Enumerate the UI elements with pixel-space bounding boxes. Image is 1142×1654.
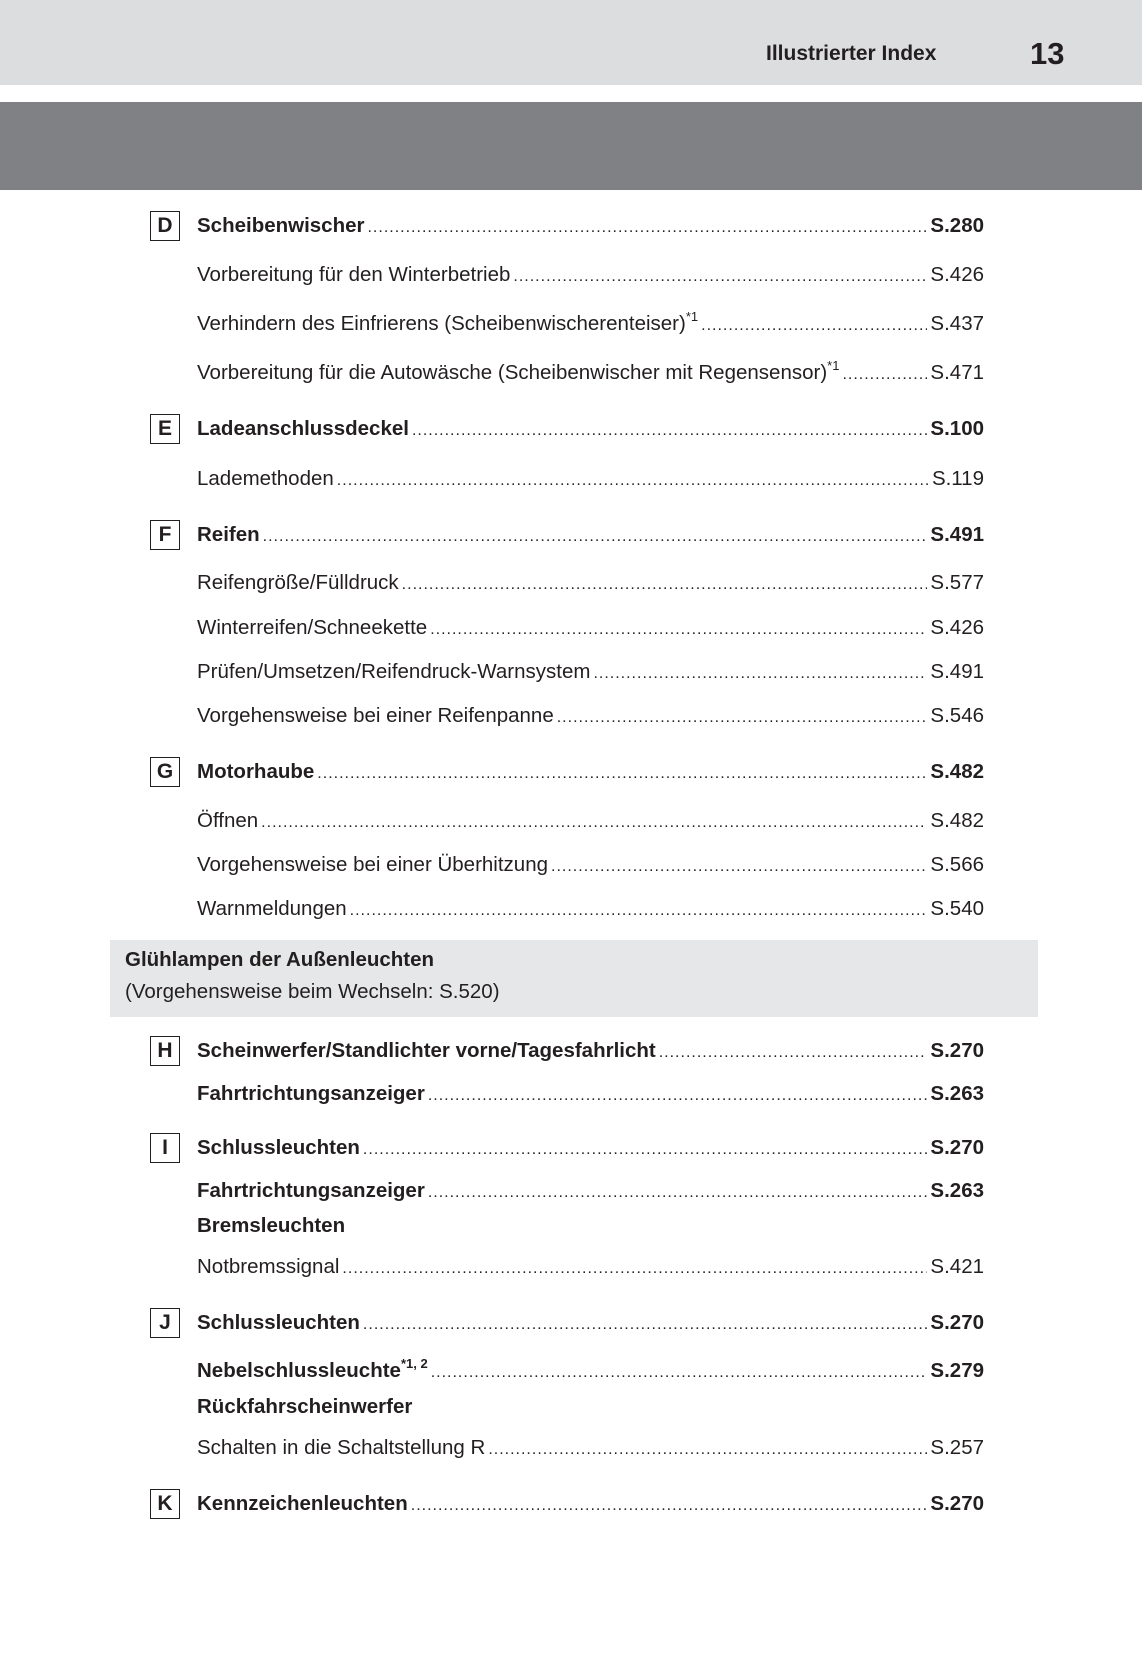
dot-leader: [430, 616, 927, 644]
entry-label: [197, 851, 548, 879]
page-reference[interactable]: S.426: [930, 616, 984, 639]
index-letter-f: F: [150, 520, 180, 550]
page-reference[interactable]: S.270: [930, 1136, 984, 1159]
entry-label: [197, 1393, 412, 1421]
entry-label: [197, 1037, 656, 1065]
dot-leader: [342, 1255, 927, 1283]
dot-leader: [367, 214, 927, 242]
entry-text: Kennzeichenleuchten: [197, 1492, 408, 1515]
entry-label: [197, 415, 409, 443]
page-reference[interactable]: S.270: [930, 1039, 984, 1062]
page-reference[interactable]: S.482: [930, 760, 984, 783]
entry-label: [197, 465, 334, 493]
index-entry[interactable]: [197, 702, 984, 730]
page-reference[interactable]: S.540: [930, 897, 984, 920]
header-band: [0, 102, 1142, 190]
dot-leader: [513, 263, 927, 291]
entry-label: [197, 702, 554, 730]
entry-text: Reifengröße/Fülldruck: [197, 571, 399, 594]
dot-leader: [428, 1082, 928, 1110]
entry-text: Fahrtrichtungsanzeiger: [197, 1082, 425, 1105]
page-reference[interactable]: S.491: [930, 660, 984, 683]
index-letter-g: G: [150, 757, 180, 787]
entry-text: Verhindern des Einfrierens (Scheibenwischerenteiser): [197, 312, 686, 335]
index-entry[interactable]: [197, 310, 984, 338]
dot-leader: [363, 1136, 928, 1164]
entry-label: [197, 614, 427, 642]
entry-text: Schlussleuchten: [197, 1311, 360, 1334]
entry-text: Öffnen: [197, 809, 259, 832]
dot-leader: [557, 704, 928, 732]
index-entry[interactable]: [197, 521, 984, 549]
entry-text: Notbremssignal: [197, 1255, 340, 1278]
section-box: [110, 940, 1038, 1017]
entry-label: [197, 807, 258, 835]
entry-text: Vorbereitung für die Autowäsche (Scheibenwischer mit Regensensor): [197, 361, 828, 384]
page-reference[interactable]: S.437: [930, 312, 984, 335]
page-reference[interactable]: S.482: [930, 809, 984, 832]
dot-leader: [551, 853, 927, 881]
entry-text: Nebelschlussleuchte: [197, 1359, 401, 1382]
header-title: Illustrierter Index: [766, 42, 937, 65]
index-entry[interactable]: [197, 1309, 984, 1337]
footnote-marker: *1: [827, 358, 840, 373]
entry-text: Vorgehensweise bei einer Überhitzung: [197, 853, 549, 876]
index-entry[interactable]: [197, 1253, 984, 1281]
section-title: Glühlampen der Außenleuchten: [125, 948, 435, 971]
index-entry[interactable]: [197, 1212, 984, 1240]
dot-leader: [431, 1359, 928, 1387]
entry-text: Bremsleuchten: [197, 1214, 346, 1237]
page-reference[interactable]: S.270: [930, 1492, 984, 1515]
page-header: [0, 0, 1142, 85]
index-entry[interactable]: [197, 851, 984, 879]
footnote-marker: *1: [685, 309, 699, 324]
dot-leader: [263, 523, 928, 551]
index-entry[interactable]: [197, 658, 984, 686]
entry-text: Warnmeldungen: [197, 897, 347, 920]
entry-text: Ladeanschlussdeckel: [197, 417, 409, 440]
index-entry[interactable]: [197, 1357, 984, 1385]
entry-label: [197, 1490, 408, 1518]
entry-text: Fahrtrichtungsanzeiger: [197, 1179, 425, 1202]
entry-text: Rückfahrscheinwerfer: [197, 1395, 413, 1418]
entry-label: [197, 1177, 425, 1205]
page-number: 13: [1030, 36, 1065, 71]
page-reference[interactable]: S.263: [930, 1082, 984, 1105]
index-entry[interactable]: [197, 758, 984, 786]
entry-label: [197, 1212, 345, 1240]
index-entry[interactable]: [197, 1490, 984, 1518]
page-reference[interactable]: S.263: [930, 1179, 984, 1202]
index-letter-j: J: [150, 1308, 180, 1338]
index-entry[interactable]: [197, 1177, 984, 1205]
dot-leader: [659, 1039, 928, 1067]
section-subtitle: (Vorgehensweise beim Wechseln: S.520): [125, 980, 500, 1003]
entry-text: Vorbereitung für den Winterbetrieb: [197, 263, 511, 286]
entry-text: Reifen: [197, 523, 260, 546]
entry-label: [197, 310, 698, 338]
entry-label: [197, 1134, 360, 1162]
index-letter-e: E: [150, 414, 180, 444]
entry-text: Scheibenwischer: [197, 214, 365, 237]
entry-text: Motorhaube: [197, 760, 315, 783]
index-entry[interactable]: [197, 1434, 984, 1462]
page-reference[interactable]: S.119: [931, 467, 984, 490]
index-letter-k: K: [150, 1489, 180, 1519]
page-reference[interactable]: S.279: [930, 1359, 984, 1382]
index-entry[interactable]: [197, 614, 984, 642]
page-reference[interactable]: S.491: [930, 523, 984, 546]
index-letter-i: I: [150, 1133, 180, 1163]
index-entry[interactable]: [197, 212, 984, 240]
dot-leader: [842, 361, 927, 389]
entry-text: Schalten in die Schaltstellung R: [197, 1436, 486, 1459]
page-reference[interactable]: S.426: [930, 263, 984, 286]
dot-leader: [363, 1311, 928, 1339]
entry-text: Schlussleuchten: [197, 1136, 360, 1159]
page-reference[interactable]: S.257: [930, 1436, 984, 1459]
page-reference[interactable]: S.280: [930, 214, 984, 237]
entry-text: Scheinwerfer/Standlichter vorne/Tagesfahrlicht: [197, 1039, 656, 1062]
entry-text: Lademethoden: [197, 467, 334, 490]
dot-leader: [411, 1492, 928, 1520]
index-entry[interactable]: [197, 1080, 984, 1108]
entry-text: Prüfen/Umsetzen/Reifendruck-Warnsystem: [197, 660, 591, 683]
entry-label: [197, 1357, 428, 1385]
index-letter-d: D: [150, 211, 180, 241]
page-reference[interactable]: S.546: [930, 704, 984, 727]
index-entry[interactable]: [197, 415, 984, 443]
page-reference[interactable]: S.577: [930, 571, 984, 594]
dot-leader: [593, 660, 927, 688]
entry-label: [197, 1080, 425, 1108]
index-entry[interactable]: [197, 1037, 984, 1065]
entry-label: [197, 569, 399, 597]
page-reference[interactable]: S.421: [930, 1255, 984, 1278]
index-letter-h: H: [150, 1036, 180, 1066]
dot-leader: [337, 467, 929, 495]
page-reference[interactable]: S.566: [930, 853, 984, 876]
entry-label: [197, 658, 590, 686]
dot-leader: [428, 1179, 928, 1207]
dot-leader: [488, 1436, 927, 1464]
index-entry[interactable]: [197, 807, 984, 835]
entry-label: [197, 1253, 339, 1281]
entry-label: [197, 359, 839, 387]
index-entry[interactable]: [197, 569, 984, 597]
dot-leader: [350, 897, 928, 925]
entry-label: [197, 261, 510, 289]
index-entry[interactable]: [197, 465, 984, 493]
entry-label: [197, 758, 314, 786]
dot-leader: [701, 312, 927, 340]
index-entry[interactable]: [197, 1393, 984, 1421]
entry-text: Winterreifen/Schneekette: [197, 616, 428, 639]
dot-leader: [261, 809, 927, 837]
index-entry[interactable]: [197, 261, 984, 289]
entry-text: Vorgehensweise bei einer Reifenpanne: [197, 704, 554, 727]
footnote-marker: *1, 2: [400, 1356, 428, 1371]
page-reference[interactable]: S.100: [930, 417, 984, 440]
index-entry[interactable]: [197, 359, 984, 387]
entry-label: [197, 521, 260, 549]
page-reference[interactable]: S.270: [930, 1311, 984, 1334]
dot-leader: [402, 571, 928, 599]
dot-leader: [317, 760, 927, 788]
entry-label: [197, 212, 364, 240]
page-reference[interactable]: S.471: [930, 361, 984, 384]
dot-leader: [412, 417, 927, 445]
index-entry[interactable]: [197, 1134, 984, 1162]
entry-label: [197, 1434, 485, 1462]
index-entry[interactable]: [197, 895, 984, 923]
entry-label: [197, 895, 347, 923]
entry-label: [197, 1309, 360, 1337]
